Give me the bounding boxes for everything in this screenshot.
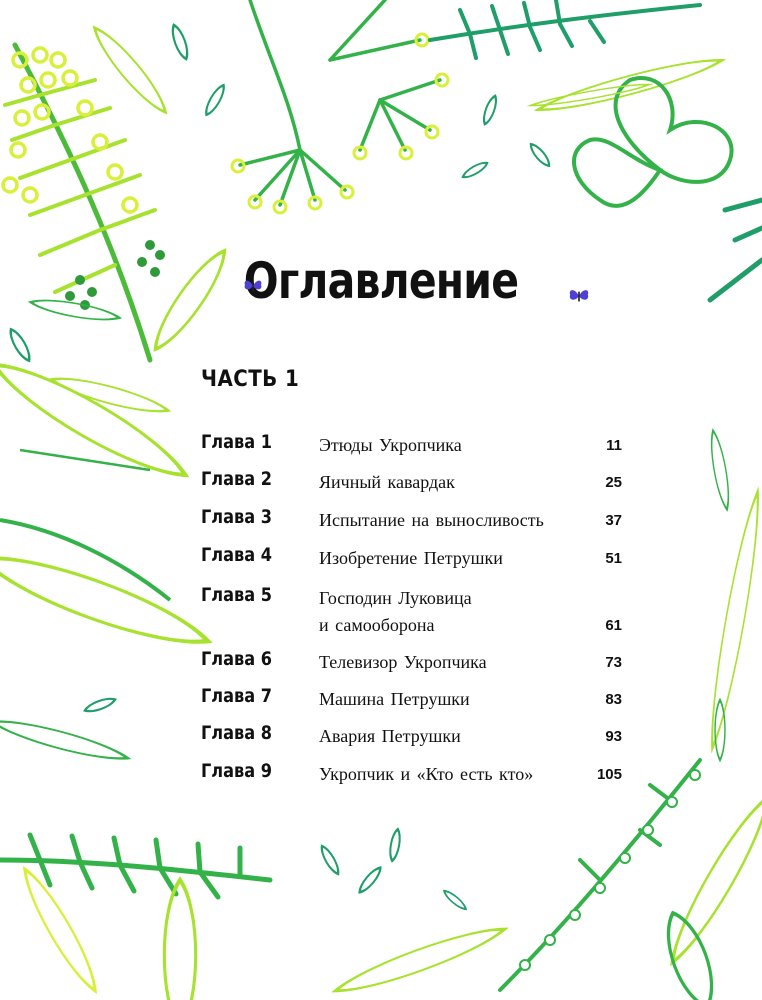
chapter-label: Глава 9: [201, 760, 273, 782]
chapter-title: Яичный кавардак: [319, 472, 455, 492]
page-number: 37: [605, 512, 622, 529]
page-number: 61: [605, 617, 622, 634]
chapter-title: Укропчик и «Кто есть кто»: [319, 764, 534, 784]
page-number: 51: [605, 550, 622, 567]
chapter-title: Испытание на выносливость: [319, 510, 544, 530]
chapter-label: Глава 2: [201, 468, 273, 490]
page-number: 105: [596, 766, 622, 783]
chapter-label: Глава 7: [201, 685, 273, 707]
chapter-label: Глава 8: [201, 722, 273, 744]
chapter-label: Глава 1: [201, 431, 273, 453]
chapter-label: Глава 4: [201, 544, 273, 566]
part-heading: ЧАСТЬ 1: [201, 367, 300, 392]
page-title: Оглавление: [243, 252, 519, 310]
page-number: 11: [606, 437, 622, 454]
chapter-title: Господин Луковица и самооборона: [319, 588, 472, 635]
chapter-label: Глава 6: [201, 648, 273, 670]
chapter-title: Этюды Укропчика: [319, 435, 462, 455]
chapter-title: Телевизор Укропчика: [319, 652, 487, 672]
page-number: 25: [605, 474, 622, 491]
chapter-label: Глава 5: [201, 584, 273, 606]
page-number: 83: [605, 691, 622, 708]
chapter-title: Изобретение Петрушки: [319, 548, 503, 568]
chapter-label: Глава 3: [201, 506, 273, 528]
chapter-title: Авария Петрушки: [319, 726, 461, 746]
page-number: 73: [605, 654, 622, 671]
chapter-title: Машина Петрушки: [319, 689, 470, 709]
page-number: 93: [605, 728, 622, 745]
